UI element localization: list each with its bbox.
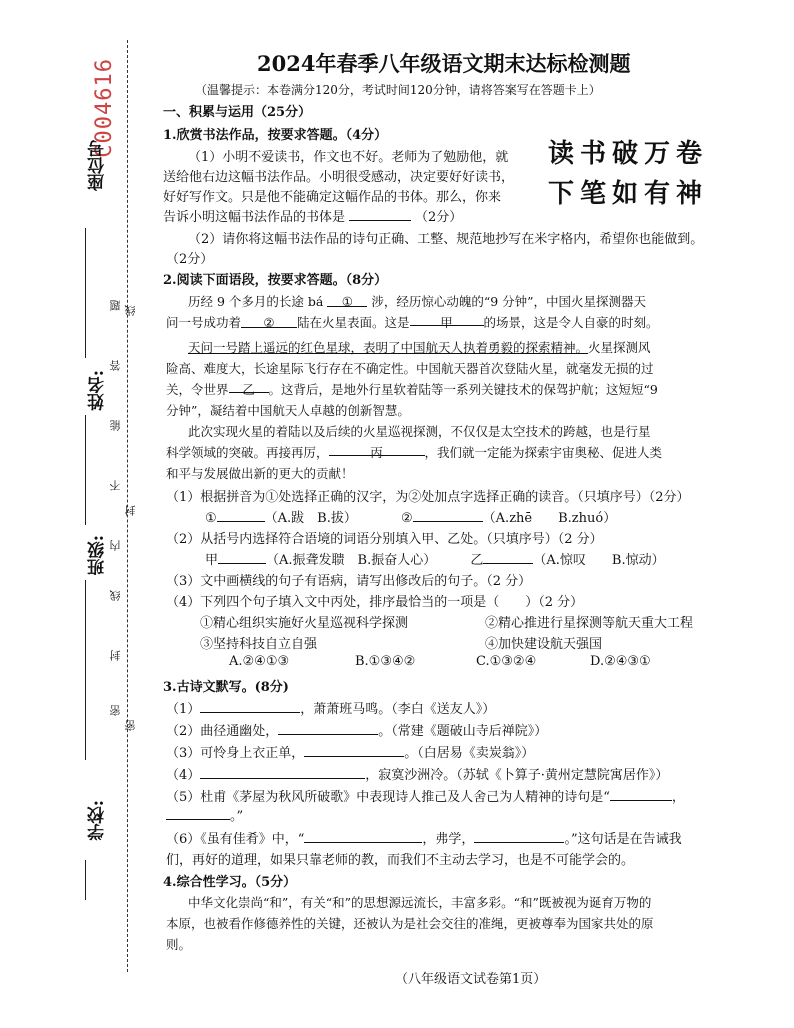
q2-para-line (166, 443, 662, 461)
seal-mark: 不 (109, 480, 122, 491)
page-title: 2024年春季八年级语文期末达标检测题 (257, 51, 631, 76)
q3-line (166, 786, 685, 805)
class-label: 班级: (88, 535, 108, 576)
label: 乙 (470, 553, 484, 568)
calligraphy-line-2: 下笔如有神 (548, 179, 709, 209)
calligraphy-line-1: 读书破万卷 (548, 139, 709, 169)
answer-blank (349, 208, 411, 221)
q2-sub4-item: ③坚持科技自立自强 (200, 637, 318, 652)
options: （A.振聋发聩 B.振奋人心） (266, 553, 437, 568)
answer-blank (413, 509, 483, 522)
options: （A.跋 B.拔） (264, 511, 357, 526)
blank-2 (241, 315, 297, 328)
name-line (85, 228, 86, 358)
choice-d: D.②④③① (590, 654, 651, 669)
q1-sub2-score: （2分） (166, 252, 214, 267)
seal-mark: 题 (109, 300, 122, 311)
seal-mark: 密 (109, 705, 122, 716)
q2-para-line: 此次实现火星的着陆以及后续的火星巡视探测，不仅仅是太空技术的跨越，也是行星 (188, 424, 651, 439)
seal-mark: 线 (109, 590, 122, 601)
mark: 丙 (370, 445, 383, 460)
options: （A.zhē B.zhuó） (482, 511, 617, 526)
q3-line (166, 764, 668, 783)
q2-para-line (166, 313, 659, 331)
num: （1） (166, 702, 201, 717)
choice-a: A.②④①③ (229, 654, 290, 669)
blank-jia (410, 313, 484, 330)
text: （2）曲径通幽处， (166, 724, 279, 739)
text: 陆在火星表面。这是 (297, 315, 410, 330)
q2-sub2-options (205, 549, 665, 568)
q4-para-line: 中华文化崇尚“和”，有关“和”的思想源远流长，丰富多彩。“和”既被视为诞育万物的 (188, 895, 652, 910)
seal-mark: 封 (124, 505, 137, 516)
answer-blank (610, 788, 672, 801)
q3-line: 们，再好的道理，如果只靠老师的教，而我们不主动去学习，也是不可能学会的。 (166, 853, 635, 868)
choice-b: B.①③④② (355, 654, 416, 669)
answer-blank (483, 551, 533, 564)
text: 火星探测风 (588, 340, 651, 355)
q1-line: 送给他右边这幅书法作品。小明很受感动，决定要好好读书， (163, 170, 515, 185)
seal-mark: 内 (109, 540, 122, 551)
q2-heading: 2.阅读下面语段，按要求答题。（8分） (163, 273, 388, 288)
q2-para-line: 和平与发展做出新的更大的贡献！ (166, 466, 354, 481)
name-label: 姓名: (88, 370, 108, 411)
answer-blank (200, 700, 300, 713)
q1-heading: 1.欣赏书法作品，按要求答题。（4分） (163, 128, 388, 143)
q1-score: （2分） (415, 210, 463, 225)
q2-sub4-item: ④加快建设航天强国 (485, 637, 603, 652)
q2-para-line (188, 292, 646, 310)
text: 。（白居易《卖炭翁》） (404, 746, 535, 761)
blank-1 (327, 294, 367, 307)
text: 问一号成功着 (166, 315, 242, 330)
section-heading: 一、积累与运用（25分） (163, 105, 312, 120)
school-line (85, 580, 86, 760)
q2-sub3: （3）文中画横线的句子有语病，请写出修改后的句子。（2 分） (166, 574, 532, 589)
q2-sub4-item: ②精心推进行星探测等航天重大工程 (485, 616, 694, 631)
label: ① (205, 511, 217, 526)
class-line (85, 415, 86, 525)
answer-blank (166, 807, 230, 820)
text: 。（常建《题破山寺后禅院》） (378, 724, 548, 739)
text: 关，令世界 (166, 382, 229, 397)
text: 。” (230, 809, 244, 824)
mark: 乙 (242, 382, 255, 397)
choice-c: C.①③②④ (476, 654, 537, 669)
seal-mark: 密 (124, 720, 137, 731)
q2-para-line (166, 380, 658, 398)
q4-para-line: 本原，也被看作修德养性的关键，还被认为是社会交往的准绳，更被尊奉为国家共处的原 (166, 916, 654, 931)
text: ， (671, 790, 685, 805)
text: ，萧萧班马鸣。（李白《送友人》） (300, 702, 496, 717)
answer-blank (474, 830, 564, 843)
blank-yi (229, 380, 269, 397)
text: ，我们就一定能为探索宇宙奥秘、促进人类 (424, 445, 663, 460)
text: 。”这句话是在告诫我 (564, 832, 682, 847)
q2-para-line: 分钟”，凝结着中国航天人卓越的创新智慧。 (166, 403, 410, 418)
text: 的场景，这是令人自豪的时刻。 (483, 315, 659, 330)
q2-sub1: （1）根据拼音为①处选择正确的汉字，为②处加点字选择正确的读音。（只填序号）（2分） (166, 490, 690, 505)
options: （A.惊叹 B.惊动） (533, 553, 665, 568)
margin-line (85, 860, 86, 900)
seal-mark: 封 (109, 650, 122, 661)
school-label: 学校: (88, 800, 108, 841)
answer-blank (217, 509, 265, 522)
seat-label: 座位号 (88, 140, 108, 191)
text: （3）可怜身上衣正单， (166, 746, 305, 761)
q1-line: 好好写作文。只是他不能确定这幅作品的书体。那么，你来 (163, 190, 502, 205)
answer-blank (278, 722, 378, 735)
answer-blank (200, 766, 365, 779)
q2-sub4-item: ①精心组织实施好火星巡视科学探测 (200, 616, 409, 631)
q1-line-text: 告诉小明这幅书法作品的书体是 (163, 210, 346, 225)
text: （6）《虽有佳肴》中，“ (166, 832, 305, 847)
label: ② (401, 511, 413, 526)
q2-sub1-options (205, 507, 616, 526)
text: （5）杜甫《茅屋为秋风所破歌》中表现诗人推己及人舍己为人精神的诗句是“ (166, 790, 610, 805)
text: ，弗学， (422, 832, 475, 847)
text: 历经 9 个多月的长途 (188, 294, 304, 309)
mark: ② (263, 315, 275, 330)
answer-blank (304, 744, 404, 757)
q2-para-line (188, 338, 651, 356)
q3-heading: 3.古诗文默写。(8分) (163, 680, 289, 695)
mark: ① (341, 294, 353, 309)
label: 甲 (205, 553, 219, 568)
exam-tip: （温馨提示：本卷满分120分，考试时间120分钟，请将答案写在答题卡上） (195, 83, 601, 97)
q3-line (166, 742, 534, 761)
answer-blank (218, 551, 266, 564)
text: 科学领域的突破。再接再厉， (166, 445, 329, 460)
q2-sub4: （4）下列四个句子填入文中丙处，排序最恰当的一项是（ ）（2 分） (166, 595, 584, 610)
underlined-sentence: 天问一号踏上遥远的红色星球，表明了中国航天人执着勇毅的探索精神。 (188, 340, 589, 355)
q4-para-line: 则。 (166, 937, 192, 952)
q3-line (166, 698, 495, 717)
pinyin: bá (307, 294, 324, 309)
seal-mark: 能 (109, 420, 122, 431)
q3-line (166, 720, 547, 739)
q1-line: （1）小明不爱读书，作文也不好。老师为了勉励他，就 (188, 150, 509, 165)
seal-mark: 线 (124, 305, 137, 316)
answer-blank (304, 830, 422, 843)
text: 。这背后，是地外行星软着陆等一系列关键技术的保驾护航；这短短“9 (268, 382, 658, 397)
q4-heading: 4.综合性学习。（5分） (163, 875, 297, 890)
text: 涉，经历惊心动魄的“9 分钟”，中国火星探测器天 (371, 294, 647, 309)
text: ，寂寞沙洲冷。（苏轼《卜算子·黄州定慧院寓居作》） (365, 768, 669, 783)
q3-line (166, 805, 243, 824)
mark: 甲 (440, 315, 453, 330)
seal-mark: 答 (109, 360, 122, 371)
q2-sub2: （2）从括号内选择符合语境的词语分别填入甲、乙处。（只填序号）（2 分） (166, 532, 603, 547)
page-footer: （八年级语文试卷第1页） (395, 972, 547, 987)
serial-number: C004616 (92, 58, 117, 158)
q2-para-line: 险高、难度大，长途星际飞行存在不确定性。中国航天器首次登陆火星，就毫发无损的过 (166, 361, 654, 376)
q3-line (166, 828, 682, 847)
num: （4） (166, 768, 201, 783)
blank-bing (329, 443, 425, 460)
q1-sub2: （2）请你将这幅书法作品的诗句正确、工整、规范地抄写在米字格内，希望你也能做到。 (188, 232, 704, 247)
q1-line (163, 206, 462, 225)
